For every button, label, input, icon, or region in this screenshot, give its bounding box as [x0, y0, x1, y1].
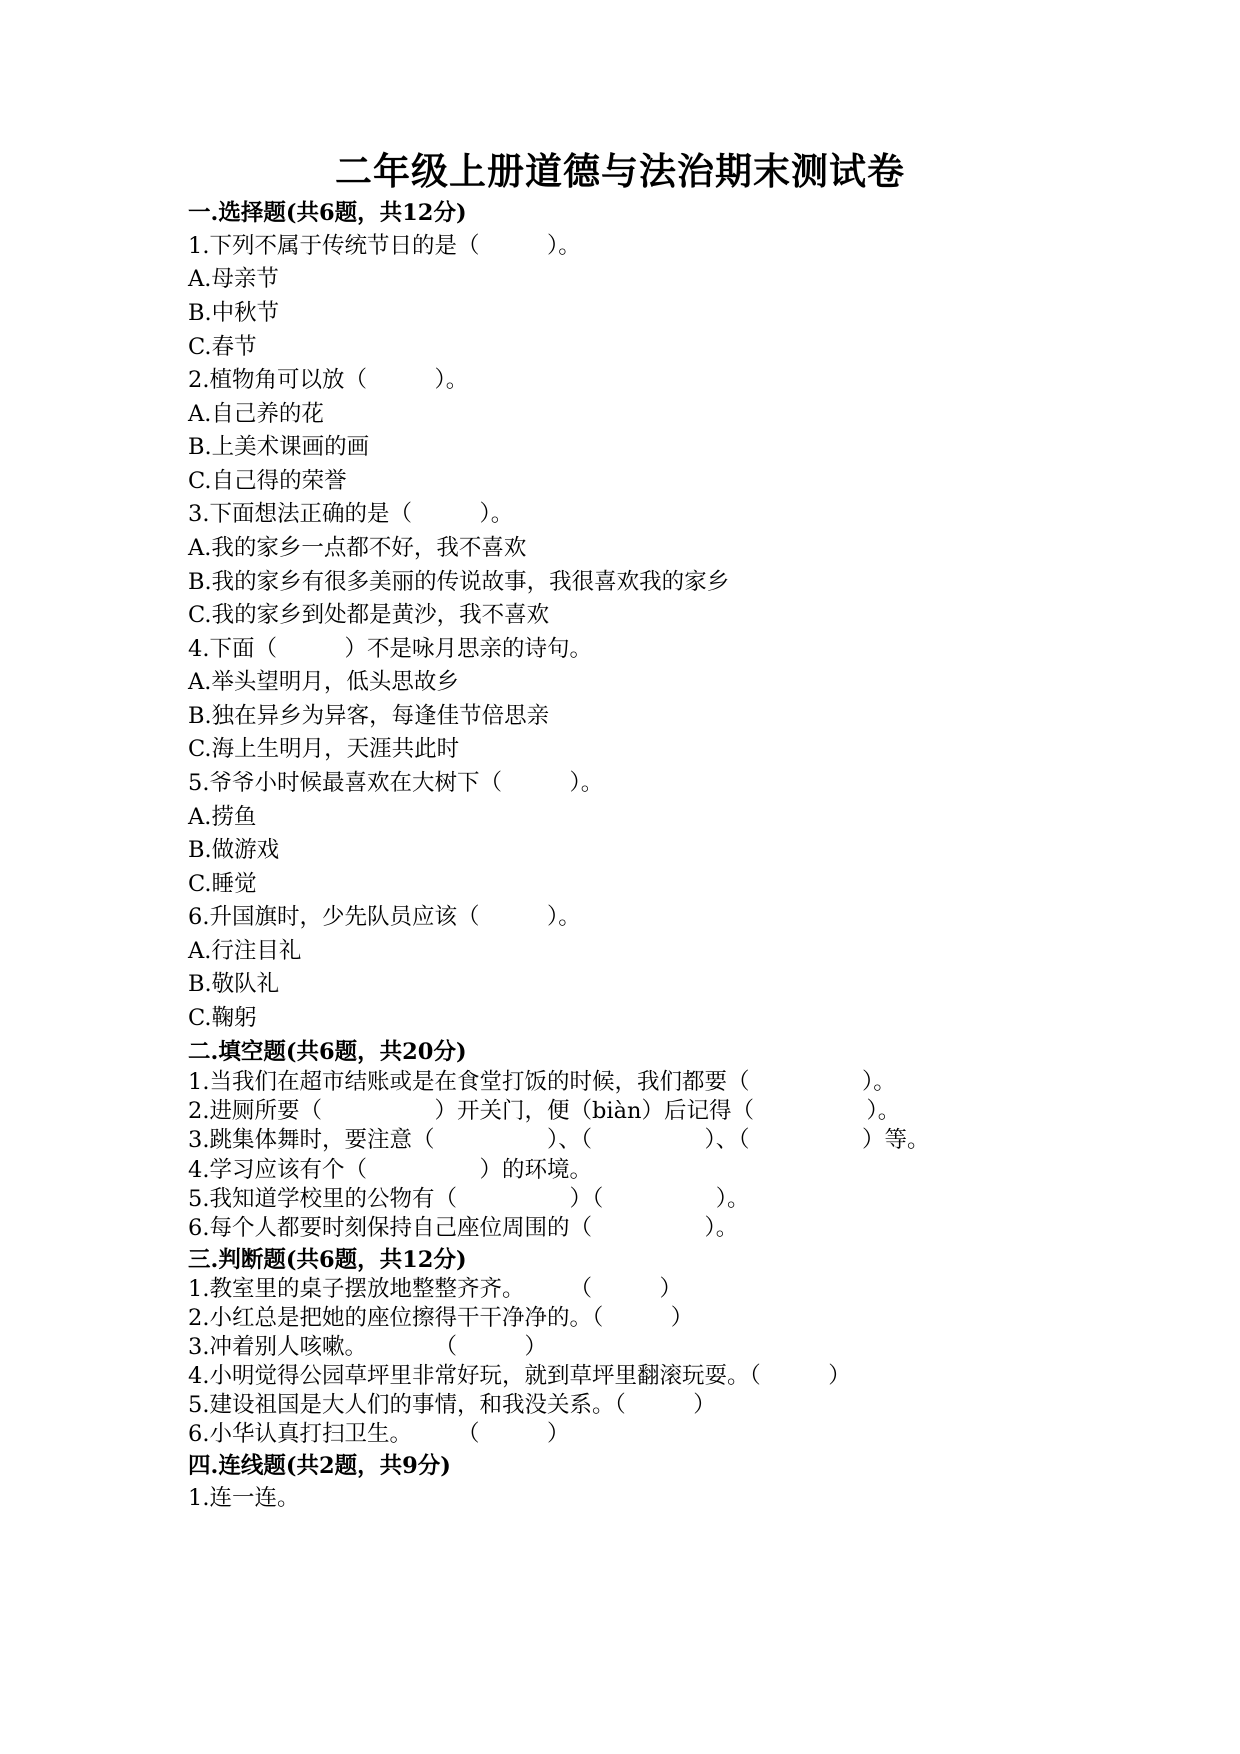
question-line: 5.我知道学校里的公物有（ ）（ ）。 [188, 1186, 750, 1212]
option-line: B.我的家乡有很多美丽的传说故事，我很喜欢我的家乡 [188, 569, 730, 595]
option-line: A.举头望明月，低头思故乡 [188, 669, 459, 695]
question-line: 5.建设祖国是大人们的事情，和我没关系。（ ） [188, 1392, 716, 1418]
option-line: B.敬队礼 [188, 971, 280, 997]
option-line: A.捞鱼 [188, 804, 257, 830]
question-line: 6.小华认真打扫卫生。 （ ） [188, 1421, 570, 1447]
question-line: 4.小明觉得公园草坪里非常好玩，就到草坪里翻滚玩耍。（ ） [188, 1363, 851, 1389]
option-line: C.春节 [188, 334, 257, 360]
page-title: 二年级上册道德与法治期末测试卷 [335, 150, 905, 193]
option-line: A.母亲节 [188, 266, 279, 292]
question-line: 3.下面想法正确的是（ ）。 [188, 501, 514, 527]
section-heading-match: 四.连线题(共2题，共9分) [188, 1453, 451, 1479]
option-line: A.我的家乡一点都不好，我不喜欢 [188, 535, 527, 561]
question-line: 4.学习应该有个（ ）的环境。 [188, 1157, 592, 1183]
question-line: 4.下面（ ）不是咏月思亲的诗句。 [188, 636, 592, 662]
question-line: 6.升国旗时，少先队员应该（ ）。 [188, 904, 581, 930]
option-line: C.鞠躬 [188, 1005, 257, 1031]
option-line: A.自己养的花 [188, 401, 324, 427]
section-heading-choice: 一.选择题(共6题，共12分) [188, 200, 467, 226]
option-line: C.自己得的荣誉 [188, 468, 347, 494]
question-line: 1.教室里的桌子摆放地整整齐齐。 （ ） [188, 1276, 682, 1302]
question-line: 6.每个人都要时刻保持自己座位周围的（ ）。 [188, 1215, 739, 1241]
option-line: B.做游戏 [188, 837, 280, 863]
question-line: 2.植物角可以放（ ）。 [188, 367, 469, 393]
question-line: 1.连一连。 [188, 1485, 300, 1511]
option-line: C.我的家乡到处都是黄沙，我不喜欢 [188, 602, 550, 628]
question-line: 3.冲着别人咳嗽。 （ ） [188, 1334, 547, 1360]
question-line: 2.小红总是把她的座位擦得干干净净的。（ ） [188, 1305, 694, 1331]
question-line: 5.爷爷小时候最喜欢在大树下（ ）。 [188, 770, 604, 796]
question-line: 1.当我们在超市结账或是在食堂打饭的时候，我们都要（ ）。 [188, 1069, 896, 1095]
section-heading-fill: 二.填空题(共6题，共20分) [188, 1039, 467, 1065]
option-line: B.独在异乡为异客，每逢佳节倍思亲 [188, 703, 550, 729]
question-line: 1.下列不属于传统节日的是（ ）。 [188, 233, 581, 259]
option-line: A.行注目礼 [188, 938, 302, 964]
option-line: B.上美术课画的画 [188, 434, 370, 460]
question-line: 3.跳集体舞时，要注意（ ）、（ ）、（ ）等。 [188, 1127, 930, 1153]
option-line: C.睡觉 [188, 871, 257, 897]
option-line: C.海上生明月，天涯共此时 [188, 736, 460, 762]
section-heading-judge: 三.判断题(共6题，共12分) [188, 1247, 467, 1273]
question-line: 2.进厕所要（ ）开关门，便（biàn）后记得（ ）。 [188, 1098, 901, 1124]
option-line: B.中秋节 [188, 300, 280, 326]
